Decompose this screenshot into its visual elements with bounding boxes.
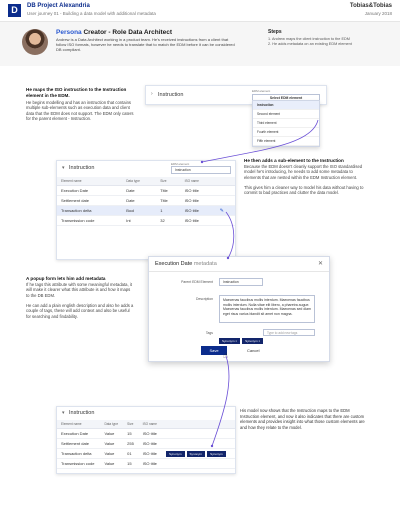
table-row[interactable]: [57, 186, 235, 196]
cell-iso-name: ISO title: [139, 449, 162, 459]
project-subtitle: User journey 01 - Building a data model with additional metadata: [27, 11, 156, 16]
tag-chip[interactable]: Synonym ×: [219, 338, 240, 344]
cell-element-name: Execution Date: [57, 429, 100, 439]
cell-tags: [162, 449, 235, 459]
note-body: He can add a plain english description and also he adds a couple of tags, these will add context and also be useful for searching and findability.: [26, 302, 134, 319]
parent-element-label: Parent EDM Element: [181, 280, 213, 284]
cell-data-type: Date: [122, 186, 156, 196]
cell-size: 32: [156, 216, 180, 226]
note-model-result: [240, 408, 368, 430]
cell-actions: [216, 196, 235, 206]
cell-element-name: Settlement date: [57, 439, 100, 449]
cancel-button[interactable]: Cancel: [247, 348, 260, 353]
column-header: ISO name: [139, 420, 162, 429]
cell-element-name: Transaction delta: [57, 449, 100, 459]
edit-icon[interactable]: ✎: [219, 207, 224, 214]
modal-divider: [149, 271, 329, 272]
note-body: This gives him a cleaner way to model his data without having to commit to bad practices and clutter the data model.: [244, 184, 364, 196]
avatar: [22, 29, 48, 55]
step-item: 2. He adds metadata on an existing EDM element: [268, 42, 352, 46]
dropdown-option[interactable]: Fifth element: [253, 137, 319, 146]
project-title: DB Project Alexandria: [27, 3, 90, 9]
cell-actions: [216, 186, 235, 196]
tag-chip[interactable]: Synonym ×: [242, 338, 263, 344]
column-header: Data type: [122, 177, 156, 186]
db-logo-icon: D: [8, 4, 21, 17]
chevron-down-icon[interactable]: ▾: [62, 410, 65, 416]
note-body: He begins modelling and has an instruction that contains multiple sub-elements such as execution data and client data that the EDM does not support. The EDM only caters for the parent element - Instruction.: [26, 99, 134, 122]
cell-size: Title: [156, 186, 180, 196]
edm-element-label: EDM element: [252, 89, 271, 93]
cell-iso-name: ISO title: [139, 429, 162, 439]
cell-element-name: Settlement date: [57, 196, 122, 206]
brand-name: Tobias&Tobias: [349, 3, 392, 9]
panel-title: Instruction: [69, 410, 95, 416]
description-textarea[interactable]: Maecenas faucibus mollis interdum. Maecenas faucibus mollis interdum. Nulla vitae elit libero, a pharetra augue. Maecenas faucibus mollis interdum. Maecenas sed diam eget risus varius blandit sit amet non magna.: [219, 295, 315, 323]
cell-iso-name: ISO title: [181, 196, 216, 206]
cell-data-type: Value: [100, 459, 123, 469]
note-body: His model now shows that the Instruction maps to the EDM Instruction element, and now it also indicates that there are custom elements and provides insight into what those custom elements are and how they relate to the model.: [240, 408, 365, 430]
cell-data-type: Date: [122, 196, 156, 206]
dropdown-option[interactable]: Third element: [253, 119, 319, 128]
cell-element-name: Transaction delta: [57, 206, 122, 216]
note-heading: A popup form lets him add metadata: [26, 276, 106, 281]
brand-date: January 2018: [364, 11, 392, 16]
cell-actions: [216, 206, 235, 216]
panel-title: Instruction: [69, 165, 95, 171]
table-row-highlighted[interactable]: [57, 206, 235, 216]
persona-name-rest: Creator - Role Data Architect: [81, 29, 173, 36]
table-row[interactable]: [57, 439, 235, 449]
chevron-down-icon[interactable]: ▾: [62, 165, 65, 171]
cell-tags: [162, 459, 235, 469]
cell-iso-name: ISO title: [181, 216, 216, 226]
metadata-modal: [148, 256, 330, 362]
cell-size: Title: [156, 196, 180, 206]
instruction-panel-expanded: [56, 160, 236, 260]
cell-size: 15: [123, 429, 138, 439]
step-item: 1. Andrew maps the client instruction to the EDM: [268, 37, 350, 41]
table-row[interactable]: [57, 216, 235, 226]
cell-size: 01: [123, 449, 138, 459]
note-mapping: [26, 87, 136, 122]
note-popup-form: [26, 276, 134, 319]
hand-cursor-icon: ☝: [223, 351, 228, 360]
cell-tags: [162, 429, 235, 439]
edm-element-select[interactable]: Select EDM element: [252, 94, 320, 102]
cell-tags: [162, 439, 235, 449]
cell-iso-name: ISO title: [139, 459, 162, 469]
column-header: ISO name: [181, 177, 216, 186]
cell-size: 255: [123, 439, 138, 449]
persona-name: [56, 29, 172, 36]
panel-title: Instruction: [158, 92, 184, 98]
tag-chip[interactable]: Synonym: [166, 451, 185, 457]
edm-element-dropdown: [252, 100, 320, 147]
steps-title: Steps: [268, 29, 282, 35]
tags-label: Tags: [205, 331, 213, 335]
cell-data-type: Value: [100, 439, 123, 449]
cell-element-name: Transmission code: [57, 459, 100, 469]
cell-iso-name: ISO title: [181, 186, 216, 196]
tag-input[interactable]: Type to add new tags: [263, 329, 315, 336]
cell-data-type: Int: [122, 216, 156, 226]
description-label: Description: [196, 297, 213, 301]
cell-element-name: Execution Date: [57, 186, 122, 196]
tag-label: Synonym: [222, 339, 235, 343]
elements-table: [57, 177, 235, 226]
instruction-panel-final: [56, 406, 236, 474]
table-row[interactable]: [57, 449, 235, 459]
persona-name-prefix: Persona: [56, 29, 82, 36]
cell-size: 15: [123, 459, 138, 469]
persona-description: Andrew is a Data Architect working in a product team. He's received instructions from a client that follow ISO formats, however he needs to translate that to match the EDM before it can be considered DB compliant.: [56, 37, 235, 52]
column-header-tags: [162, 420, 235, 429]
cell-size: 1: [156, 206, 180, 216]
column-header: Size: [123, 420, 138, 429]
note-heading: He then adds a sub-element to the Instruction: [244, 158, 344, 163]
close-icon[interactable]: ✕: [317, 261, 323, 267]
chevron-right-icon[interactable]: ›: [151, 91, 153, 97]
tag-list: [219, 329, 265, 347]
save-button[interactable]: Save: [201, 346, 227, 355]
elements-table: [57, 420, 235, 469]
cell-element-name: Transmission code: [57, 216, 122, 226]
cell-iso-name: ISO title: [181, 206, 216, 216]
parent-element-select[interactable]: Instruction: [219, 278, 263, 286]
steps-list: [268, 37, 388, 47]
edm-element-select[interactable]: Instruction: [171, 166, 231, 174]
modal-title: [155, 261, 217, 267]
note-sub-element: [244, 158, 364, 196]
cell-data-type: Bool: [122, 206, 156, 216]
modal-title-main: Execution Date: [155, 261, 193, 267]
cell-data-type: Value: [100, 429, 123, 439]
dropdown-option[interactable]: Instruction: [253, 101, 319, 110]
cell-actions: [216, 216, 235, 226]
tag-label: Synonym: [245, 339, 258, 343]
column-header: Size: [156, 177, 180, 186]
dropdown-option[interactable]: Second element: [253, 110, 319, 119]
table-row[interactable]: [57, 429, 235, 439]
dropdown-option[interactable]: Fourth element: [253, 128, 319, 137]
column-header: Element name: [57, 420, 100, 429]
note-heading: He maps the ISO instruction to the Instruction element in the EDM.: [26, 87, 127, 98]
edm-element-label: EDM element: [171, 162, 190, 166]
column-header-actions: [216, 177, 235, 186]
modal-title-suffix: metadata: [192, 261, 217, 267]
tag-chip[interactable]: Synonym: [187, 451, 206, 457]
column-header: Element name: [57, 177, 122, 186]
column-header: Data type: [100, 420, 123, 429]
table-row[interactable]: [57, 196, 235, 206]
note-body: If he tags this attribute with some meaningful metadata, it will make it clearer what this attribute is and how it maps to the DB EDM.: [26, 281, 132, 298]
tag-chip[interactable]: Synonym: [207, 451, 226, 457]
cell-data-type: Value: [100, 449, 123, 459]
note-body: Because the EDM doesn't cleanly support the ISO standardised model he's introducing, he needs to add some metadata to elements that are nested within the EDM Instruction element.: [244, 163, 363, 180]
cell-iso-name: ISO title: [139, 439, 162, 449]
table-row[interactable]: [57, 459, 235, 469]
